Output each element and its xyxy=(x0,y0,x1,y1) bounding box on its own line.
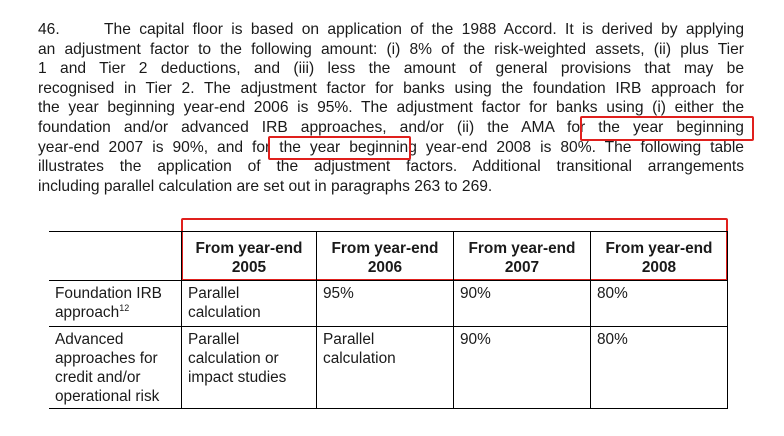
row-label-advanced-approaches: Advanced approaches for credit and/or operational risk xyxy=(49,327,182,409)
para-line-3: 1 and Tier 2 deductions, and (iii) less the amount of general provisions that may be xyxy=(38,60,744,78)
header-2005: From year-end 2005 xyxy=(182,232,317,281)
table-cell: 90% xyxy=(454,281,591,327)
highlighted-phrase-1: the year beginning xyxy=(598,118,744,136)
table-row xyxy=(49,327,728,409)
para-line-2: an adjustment factor to the following amount: (i) 8% of the risk-weighted assets, (ii) plus Tier xyxy=(38,40,744,58)
para-line-9: including parallel calculation are set out in paragraphs 263 to 269. xyxy=(38,177,493,195)
para-line-6: foundation and/or advanced IRB approaches, and/or (ii) the AMA for the year beginning xyxy=(38,118,744,136)
para-line-4: recognised in Tier 2. The adjustment factor for banks using the foundation IRB approach for xyxy=(38,79,744,97)
para-line-5: the year beginning year-end 2006 is 95%. The adjustment factor for banks using (i) either the xyxy=(38,99,744,117)
para-line-7: year-end 2007 is 90%, and for the year beginning year-end 2008 is 80%. The following table xyxy=(38,138,744,156)
header-2006: From year-end 2006 xyxy=(317,232,454,281)
table-cell: Parallel calculation or impact studies xyxy=(182,327,317,409)
adjustment-factor-table xyxy=(49,231,728,409)
header-blank-cell xyxy=(49,232,182,281)
footnote-marker: 12 xyxy=(119,302,130,313)
table-cell: 80% xyxy=(591,281,728,327)
table-cell: Parallel calculation xyxy=(317,327,454,409)
para-line-1: 46. The capital floor is based on application of the 1988 Accord. It is derived by applying xyxy=(38,21,744,38)
row-label-foundation-irb: Foundation IRB approach$^{12}$ xyxy=(49,281,182,327)
paragraph-46 xyxy=(38,20,744,196)
header-2008: From year-end 2008 xyxy=(591,232,728,281)
para-line-8: illustrates the application of the adjustment factors. Additional transitional arrangements xyxy=(38,158,744,176)
table-cell: Parallel calculation xyxy=(182,281,317,327)
highlighted-phrase-2: the year beginning xyxy=(279,138,417,156)
table-cell: 90% xyxy=(454,327,591,409)
table-cell: 80% xyxy=(591,327,728,409)
paragraph-number: 46. xyxy=(38,21,60,38)
table-header-row xyxy=(49,232,728,281)
table-cell: 95% xyxy=(317,281,454,327)
table-row xyxy=(49,281,728,327)
header-2007: From year-end 2007 xyxy=(454,232,591,281)
